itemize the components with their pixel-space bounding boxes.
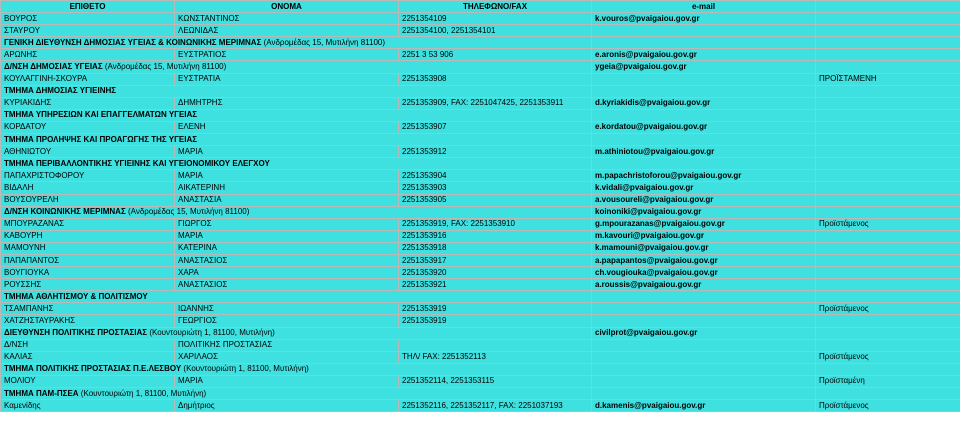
department-name: Δ/ΝΣΗ ΚΟΙΝΩΝΙΚΗΣ ΜΕΡΙΜΝΑΣ — [4, 207, 126, 217]
table-row — [1, 73, 960, 85]
surname-cell: ΠΑΠΑΠΑΝΤΟΣ — [1, 254, 175, 266]
email-cell[interactable] — [592, 303, 816, 315]
table-row — [1, 218, 960, 230]
name-cell: ΜΑΡΙΑ — [175, 146, 399, 158]
role-cell — [816, 25, 960, 37]
department-address: (Κουντουριώτη 1, 81100, Μυτιλήνη) — [78, 388, 207, 398]
name-cell: ΜΑΡΙΑ — [175, 170, 399, 182]
surname-cell: ΚΥΡΙΑΚΙΔΗΣ — [1, 97, 175, 109]
department-row — [1, 206, 960, 218]
role-cell: Προϊσταμένη — [816, 375, 960, 387]
department-row — [1, 109, 960, 121]
name-cell: ΕΥΣΤΡΑΤΙΑ — [175, 73, 399, 85]
department-cell — [1, 206, 592, 218]
email-cell[interactable]: civilprot@pvaigaiou.gov.gr — [592, 327, 816, 339]
surname-cell: ΠΑΠΑΧΡΙΣΤΟΦΟΡΟΥ — [1, 170, 175, 182]
phone-cell: 2251353909, FAX: 2251047425, 2251353911 — [399, 97, 592, 109]
role-cell — [816, 339, 960, 351]
name-cell: ΧΑΡΙΛΑΟΣ — [175, 351, 399, 363]
role-cell — [816, 170, 960, 182]
name-cell: Δημήτριος — [175, 400, 399, 412]
role-cell — [816, 194, 960, 206]
phone-cell: 2251353918 — [399, 242, 592, 254]
role-cell — [816, 146, 960, 158]
surname-cell: ΚΟΡΔΑΤΟΥ — [1, 121, 175, 133]
email-cell[interactable] — [592, 351, 816, 363]
department-cell — [1, 109, 592, 121]
surname-cell: ΧΑΤΖΗΣΤΑΥΡΑΚΗΣ — [1, 315, 175, 327]
role-cell — [816, 134, 960, 146]
phone-cell: 2251352116, 2251352117, FAX: 2251037193 — [399, 400, 592, 412]
role-cell: Προϊστάμενος — [816, 303, 960, 315]
role-cell — [816, 388, 960, 400]
role-cell: Προϊστάμενος — [816, 400, 960, 412]
table-row — [1, 230, 960, 242]
phone-cell: 2251353904 — [399, 170, 592, 182]
phone-cell: 2251353919, FAX: 2251353910 — [399, 218, 592, 230]
table-row — [1, 121, 960, 133]
department-name: ΤΜΗΜΑ ΠΟΛΙΤΙΚΗΣ ΠΡΟΣΤΑΣΙΑΣ Π.Ε.ΛΕΣΒΟΥ — [4, 364, 182, 374]
role-cell — [816, 291, 960, 303]
email-cell[interactable]: m.papachristoforou@pvaigaiou.gov.gr — [592, 170, 816, 182]
department-cell — [1, 85, 592, 97]
role-cell — [816, 37, 960, 49]
email-cell[interactable] — [592, 134, 816, 146]
header-email: e-mail — [592, 1, 816, 13]
department-row — [1, 158, 960, 170]
email-cell[interactable]: e.kordatou@pvaigaiou.gov.gr — [592, 121, 816, 133]
surname-cell: ΜΠΟΥΡΑΖΑΝΑΣ — [1, 218, 175, 230]
surname-cell: ΒΟΥΣΟΥΡΕΛΗ — [1, 194, 175, 206]
phone-cell: 2251353912 — [399, 146, 592, 158]
name-cell: ΑΝΑΣΤΑΣΙΟΣ — [175, 279, 399, 291]
department-address: (Κουντουριώτη 1, 81100, Μυτιλήνη) — [147, 328, 275, 338]
email-cell[interactable] — [592, 73, 816, 85]
surname-cell: ΚΑΒΟΥΡΗ — [1, 230, 175, 242]
table-row — [1, 170, 960, 182]
department-name: ΓΕΝΙΚΗ ΔΙΕΥΘΥΝΣΗ ΔΗΜΟΣΙΑΣ ΥΓΕΙΑΣ & ΚΟΙΝΩΝΙΚΗΣ ΜΕΡΙΜΝΑΣ — [4, 37, 262, 47]
phone-cell: 2251353919 — [399, 315, 592, 327]
surname-cell: ΡΟΥΣΣΗΣ — [1, 279, 175, 291]
name-cell: ΚΑΤΕΡΙΝΑ — [175, 242, 399, 254]
surname-cell: ΤΣΑΜΠΑΝΗΣ — [1, 303, 175, 315]
role-cell — [816, 121, 960, 133]
email-cell[interactable] — [592, 37, 816, 49]
email-cell[interactable]: m.kavouri@pvaigaiou.gov.gr — [592, 230, 816, 242]
phone-cell: 2251353907 — [399, 121, 592, 133]
department-name: Δ/ΝΣΗ ΔΗΜΟΣΙΑΣ ΥΓΕΙΑΣ — [4, 62, 103, 72]
email-cell[interactable]: a.vousoureli@pvaigaiou.gov.gr — [592, 194, 816, 206]
department-cell — [1, 158, 592, 170]
role-cell — [816, 97, 960, 109]
email-cell[interactable] — [592, 363, 816, 375]
surname-cell: ΒΙΔΑΛΗ — [1, 182, 175, 194]
phone-cell: 2251353921 — [399, 279, 592, 291]
department-row — [1, 327, 960, 339]
role-cell — [816, 315, 960, 327]
role-cell — [816, 13, 960, 25]
role-cell: Προϊστάμενος — [816, 218, 960, 230]
name-cell: ΕΥΣΤΡΑΤΙΟΣ — [175, 49, 399, 61]
department-cell — [1, 291, 592, 303]
surname-cell: ΜΑΜΟΥΝΗ — [1, 242, 175, 254]
header-role — [816, 1, 960, 13]
role-cell — [816, 182, 960, 194]
email-cell[interactable] — [592, 109, 816, 121]
department-name: ΤΜΗΜΑ ΔΗΜΟΣΙΑΣ ΥΓΙΕΙΝΗΣ — [4, 86, 117, 96]
email-cell[interactable]: d.kamenis@pvaigaiou.gov.gr — [592, 400, 816, 412]
role-cell — [816, 279, 960, 291]
role-cell — [816, 109, 960, 121]
department-row — [1, 363, 960, 375]
phone-cell — [399, 339, 592, 351]
surname-cell: ΑΘΗΝΙΩΤΟΥ — [1, 146, 175, 158]
role-cell — [816, 242, 960, 254]
email-cell[interactable] — [592, 25, 816, 37]
role-cell — [816, 254, 960, 266]
name-cell: ΓΕΩΡΓΙΟΣ — [175, 315, 399, 327]
name-cell: ΕΛΕΝΗ — [175, 121, 399, 133]
table-row — [1, 400, 960, 412]
department-address: (Ανδρομέδας 15, Μυτιλήνη 81100) — [261, 37, 386, 47]
department-row — [1, 85, 960, 97]
phone-cell: 2251353919 — [399, 303, 592, 315]
phone-cell: 2251354109 — [399, 13, 592, 25]
table-row — [1, 182, 960, 194]
department-address: (Ανδρομέδας 15, Μυτιλήνη 81100) — [102, 62, 227, 72]
department-cell — [1, 134, 592, 146]
email-cell[interactable]: e.aronis@pvaigaiou.gov.gr — [592, 49, 816, 61]
department-address: (Ανδρομέδας 15, Μυτιλήνη 81100) — [125, 207, 250, 217]
header-phone-fax: ΤΗΛΕΦΩΝΟ/FAX — [399, 1, 592, 13]
surname-cell: ΚΟΥΛΑΓΓΙΝΗ-ΣΚΟΥΡΑ — [1, 73, 175, 85]
phone-cell: 2251353916 — [399, 230, 592, 242]
department-row — [1, 291, 960, 303]
email-cell[interactable] — [592, 291, 816, 303]
role-cell — [816, 230, 960, 242]
email-cell[interactable]: k.mamouni@pvaigaiou.gov.gr — [592, 242, 816, 254]
name-cell: ΛΕΩΝΙΔΑΣ — [175, 25, 399, 37]
name-cell: ΔΗΜΗΤΡΗΣ — [175, 97, 399, 109]
email-cell[interactable]: m.athiniotou@pvaigaiou.gov.gr — [592, 146, 816, 158]
role-cell — [816, 61, 960, 73]
email-cell[interactable] — [592, 375, 816, 387]
department-name: ΤΜΗΜΑ ΠΕΡΙΒΑΛΛΟΝΤΙΚΗΣ ΥΓΙΕΙΝΗΣ ΚΑΙ ΥΓΕΙΟΝΟΜΙΚΟΥ ΕΛΕΓΧΟΥ — [4, 158, 270, 168]
department-name: ΔΙΕΥΘΥΝΣΗ ΠΟΛΙΤΙΚΗΣ ΠΡΟΣΤΑΣΙΑΣ — [4, 328, 148, 338]
phone-cell: 2251354100, 2251354101 — [399, 25, 592, 37]
header-name: ΟΝΟΜΑ — [175, 1, 399, 13]
name-cell: ΧΑΡΑ — [175, 267, 399, 279]
surname-cell: ΜΟΛΙΟΥ — [1, 375, 175, 387]
surname-cell: ΒΟΥΡΟΣ — [1, 13, 175, 25]
table-row — [1, 242, 960, 254]
name-cell: ΜΑΡΙΑ — [175, 230, 399, 242]
department-cell — [1, 327, 592, 339]
department-row — [1, 61, 960, 73]
table-row — [1, 375, 960, 387]
email-cell[interactable]: d.kyriakidis@pvaigaiou.gov.gr — [592, 97, 816, 109]
department-cell — [1, 388, 592, 400]
email-cell[interactable] — [592, 158, 816, 170]
role-cell: ΠΡΟΪΣΤΑΜΕΝΗ — [816, 73, 960, 85]
email-cell[interactable]: koinoniki@pvaigaiou.gov.gr — [592, 206, 816, 218]
role-cell — [816, 206, 960, 218]
header-surname: ΕΠΙΘΕΤΟ — [1, 1, 175, 13]
department-row — [1, 388, 960, 400]
table-row — [1, 315, 960, 327]
role-cell — [816, 85, 960, 97]
name-cell: ΜΑΡΙΑ — [175, 375, 399, 387]
phone-cell: ΤΗΛ/ FAX: 2251352113 — [399, 351, 592, 363]
surname-cell: ΒΟΥΓΙΟΥΚΑ — [1, 267, 175, 279]
table-row — [1, 267, 960, 279]
department-name: ΤΜΗΜΑ ΠΑΜ-ΠΣΕΑ — [4, 388, 79, 398]
name-cell: ΙΩΑΝΝΗΣ — [175, 303, 399, 315]
phone-cell: 2251353917 — [399, 254, 592, 266]
table-row — [1, 351, 960, 363]
department-cell — [1, 363, 592, 375]
table-row — [1, 13, 960, 25]
surname-cell: ΣΤΑΥΡΟΥ — [1, 25, 175, 37]
role-cell — [816, 49, 960, 61]
email-cell[interactable]: a.roussis@pvaigaiou.gov.gr — [592, 279, 816, 291]
role-cell — [816, 363, 960, 375]
department-address: (Κουντουριώτη 1, 81100, Μυτιλήνη) — [181, 364, 309, 374]
phone-cell: 2251353920 — [399, 267, 592, 279]
phone-cell: 2251353903 — [399, 182, 592, 194]
table-row — [1, 25, 960, 37]
table-row — [1, 97, 960, 109]
table-row — [1, 254, 960, 266]
email-cell[interactable] — [592, 85, 816, 97]
email-cell[interactable] — [592, 315, 816, 327]
surname-cell: ΑΡΩΝΗΣ — [1, 49, 175, 61]
department-name: ΤΜΗΜΑ ΥΠΗΡΕΣΙΩΝ ΚΑΙ ΕΠΑΓΓΕΛΜΑΤΩΝ ΥΓΕΙΑΣ — [4, 110, 198, 120]
email-cell[interactable]: k.vouros@pvaigaiou.gov.gr — [592, 13, 816, 25]
table-row — [1, 339, 960, 351]
table-row — [1, 303, 960, 315]
name-cell: ΑΙΚΑΤΕΡΙΝΗ — [175, 182, 399, 194]
email-cell[interactable]: a.papapantos@pvaigaiou.gov.gr — [592, 254, 816, 266]
surname-cell: Καμενίδης — [1, 400, 175, 412]
email-cell[interactable] — [592, 339, 816, 351]
name-cell: ΚΩΝΣΤΑΝΤΙΝΟΣ — [175, 13, 399, 25]
email-cell[interactable]: k.vidali@pvaigaiou.gov.gr — [592, 182, 816, 194]
table-row — [1, 279, 960, 291]
role-cell — [816, 158, 960, 170]
table-header-row — [1, 1, 960, 13]
table-row — [1, 146, 960, 158]
name-cell: ΑΝΑΣΤΑΣΙΑ — [175, 194, 399, 206]
department-cell — [1, 61, 592, 73]
name-cell: ΑΝΑΣΤΑΣΙΟΣ — [175, 254, 399, 266]
phone-cell: 2251 3 53 906 — [399, 49, 592, 61]
phone-cell: 2251352114, 2251353115 — [399, 375, 592, 387]
phone-cell: 2251353905 — [399, 194, 592, 206]
role-cell — [816, 327, 960, 339]
role-cell — [816, 267, 960, 279]
name-cell: ΠΟΛΙΤΙΚΗΣ ΠΡΟΣΤΑΣΙΑΣ — [175, 339, 399, 351]
email-cell[interactable]: ygeia@pvaigaiou.gov.gr — [592, 61, 816, 73]
email-cell[interactable] — [592, 388, 816, 400]
email-cell[interactable]: g.mpourazanas@pvaigaiou.gov.gr — [592, 218, 816, 230]
surname-cell: Δ/ΝΣΗ — [1, 339, 175, 351]
phone-cell: 2251353908 — [399, 73, 592, 85]
email-cell[interactable]: ch.vougiouka@pvaigaiou.gov.gr — [592, 267, 816, 279]
name-cell: ΓΙΩΡΓΟΣ — [175, 218, 399, 230]
department-name: ΤΜΗΜΑ ΑΘΛΗΤΙΣΜΟΥ & ΠΟΛΙΤΙΣΜΟΥ — [4, 291, 148, 301]
department-name: ΤΜΗΜΑ ΠΡΟΛΗΨΗΣ ΚΑΙ ΠΡΟΑΓΩΓΗΣ ΤΗΣ ΥΓΕΙΑΣ — [4, 134, 198, 144]
department-cell — [1, 37, 592, 49]
table-row — [1, 49, 960, 61]
role-cell: Προϊστάμενος — [816, 351, 960, 363]
department-row — [1, 37, 960, 49]
table-row — [1, 194, 960, 206]
department-row — [1, 134, 960, 146]
surname-cell: ΚΑΛΙΑΣ — [1, 351, 175, 363]
